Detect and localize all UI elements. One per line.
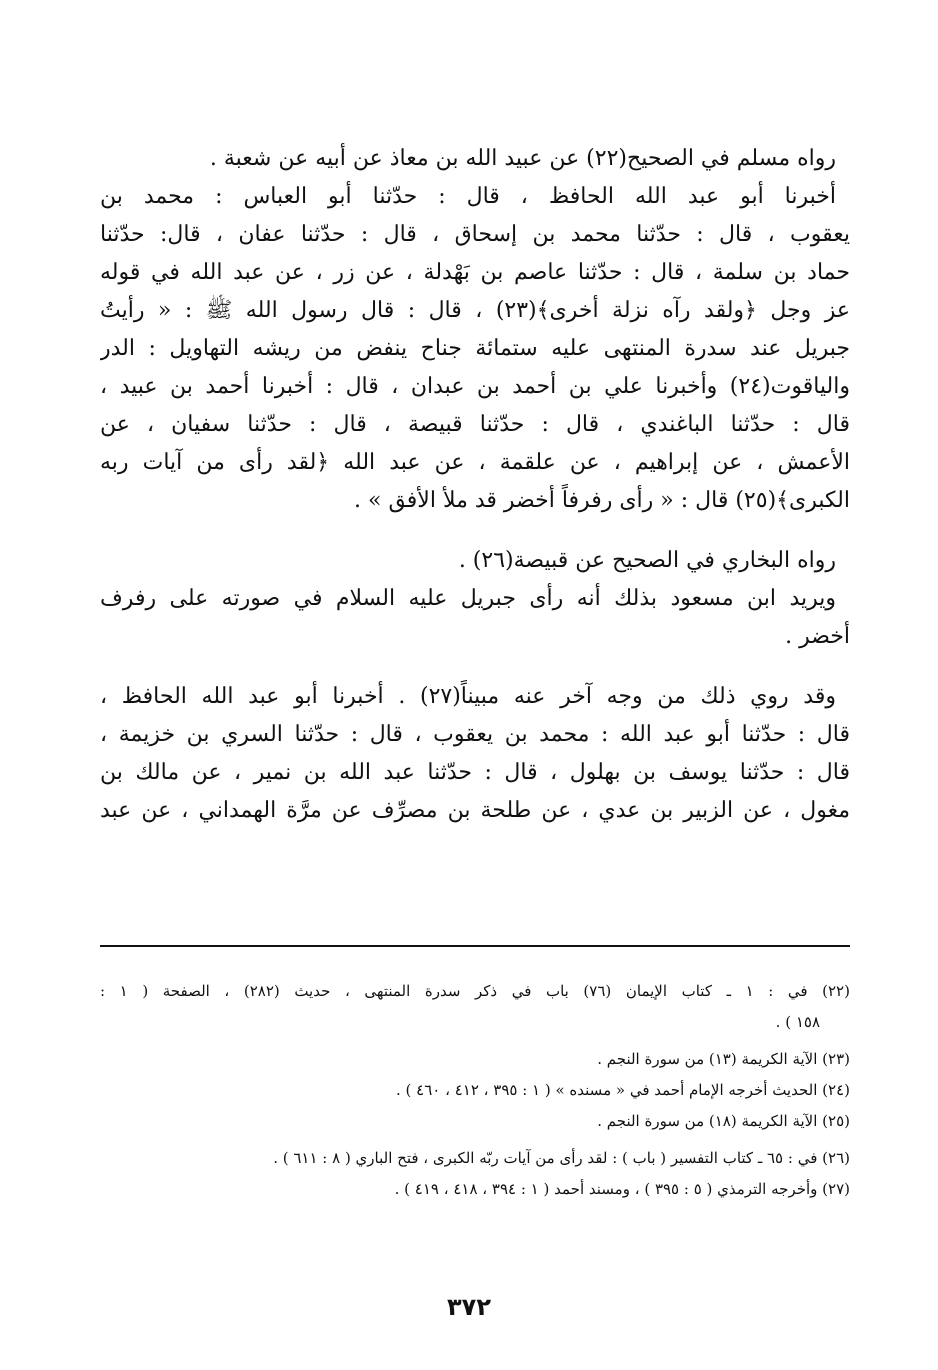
footnote-line: (٢٦) في : ٦٥ ـ كتاب التفسير ( باب ) : لقد رأى من آيات ربّه الكبرى ، فتح الباري ( ٨ : ٦١١ ) . <box>273 1149 850 1167</box>
text-line: والياقوت(٢٤) وأخبرنا علي بن أحمد بن عبدان ، قال : أخبرنا أحمد بن عبيد ، <box>100 374 850 399</box>
text-line: رواه مسلم في الصحيح(٢٢) عن عبيد الله بن معاذ عن أبيه عن شعبة . <box>209 146 836 171</box>
text-line: عز وجل ﴿ولقد رآه نزلة أخرى﴾(٢٣) ، قال : قال رسول الله ﷺ : « رأيتُ <box>100 298 850 323</box>
text-line: رواه البخاري في الصحيح عن قبيصة(٢٦) . <box>458 548 836 573</box>
text-line: الأعمش ، عن إبراهيم ، عن علقمة ، عن عبد الله ﴿لقد رأى من آيات ربه <box>100 450 850 475</box>
text-line: أخضر . <box>785 624 850 649</box>
text-line: قال : حدّثنا يوسف بن بهلول ، قال : حدّثنا عبد الله بن نمير ، عن مالك بن <box>100 760 850 785</box>
footnotes <box>100 976 850 1205</box>
footnote-line: ١٥٨ ) . <box>775 1013 820 1031</box>
text-line: الكبرى﴾(٢٥) قال : « رأى رفرفاً أخضر قد ملأ الأفق » . <box>354 488 850 513</box>
footnote-line: (٢٢) في : ١ ـ كتاب الإيمان (٧٦) باب في ذكر سدرة المنتهى ، حديث (٢٨٢) ، الصفحة ( ١ : <box>100 982 850 1000</box>
text-line: جبريل عند سدرة المنتهى عليه ستمائة جناح ينفض من ريشه التهاويل : الدر <box>100 336 850 361</box>
text-line: قال : حدّثنا الباغندي ، قال : حدّثنا قبيصة ، قال : حدّثنا سفيان ، عن <box>100 412 850 437</box>
text-line: وقد روي ذلك من وجه آخر عنه مبيناً(٢٧) . أخبرنا أبو عبد الله الحافظ ، <box>100 684 836 709</box>
footnote-line: (٢٥) الآية الكريمة (١٨) من سورة النجم . <box>597 1112 850 1130</box>
text-line: حماد بن سلمة ، قال : حدّثنا عاصم بن بَهْدلة ، عن زر ، عن عبد الله في قوله <box>100 260 850 285</box>
footnote-line: (٢٧) وأخرجه الترمذي ( ٥ : ٣٩٥ ) ، ومسند أحمد ( ١ : ٣٩٤ ، ٤١٨ ، ٤١٩ ) . <box>394 1180 850 1198</box>
footnote-line: (٢٤) الحديث أخرجه الإمام أحمد في « مسنده » ( ١ : ٣٩٥ ، ٤١٢ ، ٤٦٠ ) . <box>395 1081 850 1099</box>
text-line: ويريد ابن مسعود بذلك أنه رأى جبريل عليه السلام في صورته على رفرف <box>100 586 836 611</box>
text-line: قال : حدّثنا أبو عبد الله : محمد بن يعقوب ، قال : حدّثنا السري بن خزيمة ، <box>100 722 850 747</box>
text-line: يعقوب ، قال : حدّثنا محمد بن إسحاق ، قال : حدّثنا عفان ، قال: حدّثنا <box>100 222 850 247</box>
page-number: ٣٧٢ <box>447 1293 491 1321</box>
text-line: مغول ، عن الزبير بن عدي ، عن طلحة بن مصرِّف عن مرَّة الهمداني ، عن عبد <box>100 798 850 823</box>
text-line: أخبرنا أبو عبد الله الحافظ ، قال : حدّثنا أبو العباس : محمد بن <box>100 184 836 209</box>
footnote-divider <box>100 945 850 947</box>
main-text <box>100 140 850 830</box>
footnote-line: (٢٣) الآية الكريمة (١٣) من سورة النجم . <box>597 1050 850 1068</box>
